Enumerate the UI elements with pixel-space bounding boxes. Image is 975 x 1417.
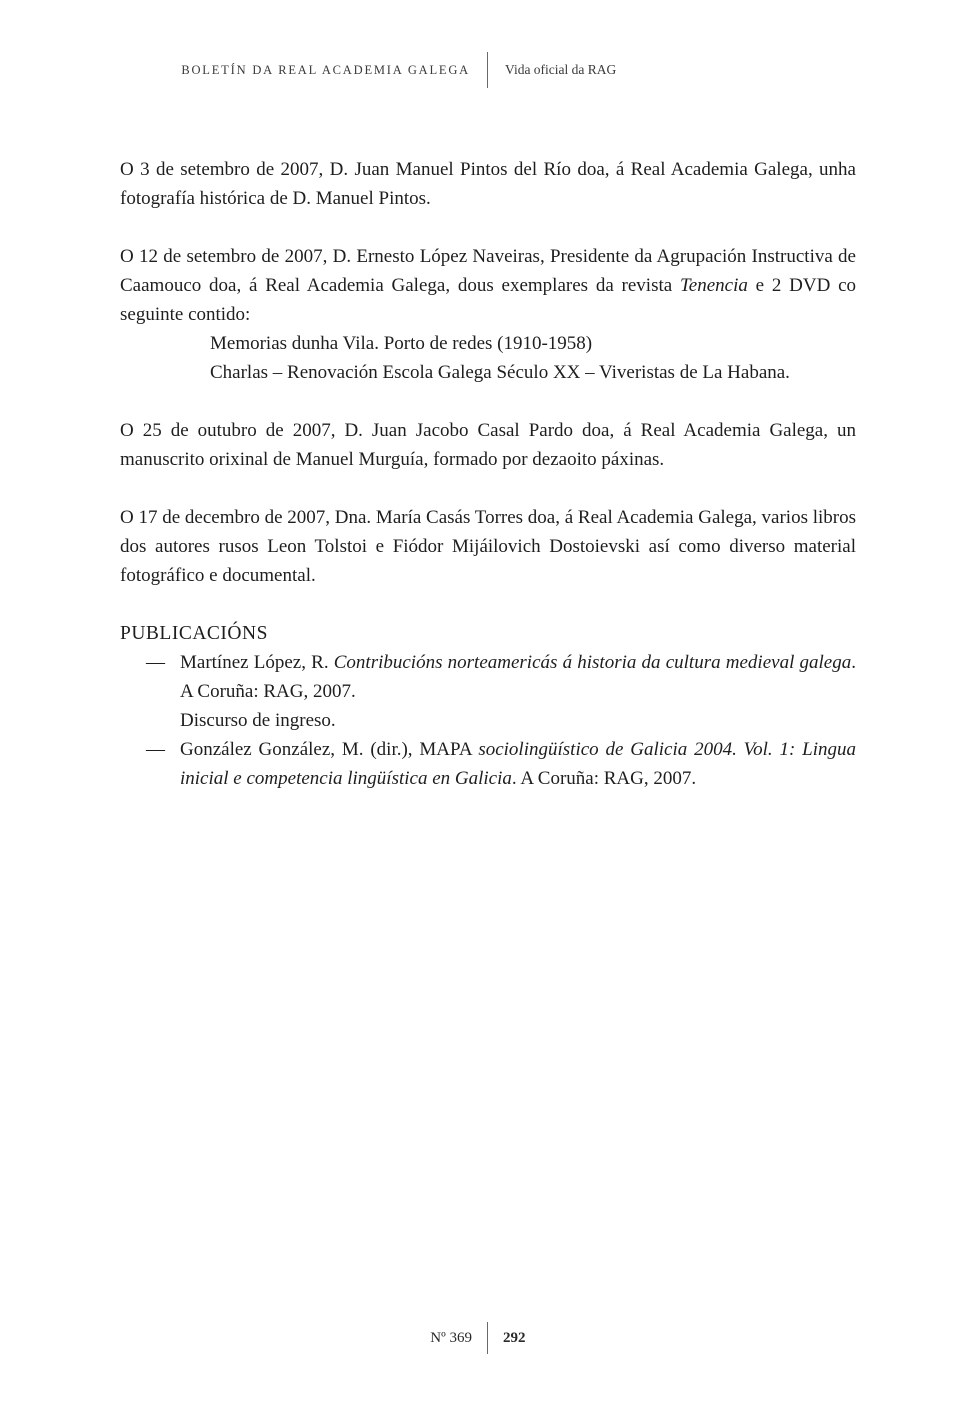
paragraph-donation-2 (120, 242, 856, 329)
paragraph-donation-4: O 17 de decembro de 2007, Dna. María Casás Torres doa, á Real Academia Galega, varios libros dos autores rusos Leon Tolstoi e Fiódor Mijáilovich Dostoievski así como diverso material fotográfico e documental. (120, 507, 856, 586)
publication-1-note: Discurso de ingreso. (180, 710, 336, 731)
publication-1-imprint: . A Coruña: RAG, 2007. (180, 652, 856, 702)
publication-1-title: Contribucións norteamericás á historia da cultura medieval galega (333, 652, 852, 673)
publications-list (120, 648, 856, 793)
page-footer (0, 1322, 975, 1354)
page-number: 292 (503, 1329, 526, 1346)
paragraph-donation-1: O 3 de setembro de 2007, D. Juan Manuel Pintos del Río doa, á Real Academia Galega, unha fotografía histórica de D. Manuel Pintos. (120, 159, 856, 209)
dvd-content-line-1: Memorias dunha Vila. Porto de redes (1910-1958) (210, 333, 593, 354)
publication-2-imprint: . A Coruña: RAG, 2007. (511, 768, 697, 789)
paragraph-donation-3: O 25 de outubro de 2007, D. Juan Jacobo Casal Pardo doa, á Real Academia Galega, un manuscrito orixinal de Manuel Murguía, formado por dezaoito páxinas. (120, 420, 856, 470)
publication-item-1 (146, 648, 856, 735)
em-dash: — (146, 652, 165, 673)
paragraph-2-text-start: O 12 de setembro de 2007, D. Ernesto López Naveiras, Presidente da Agrupación Instructiva de Caamouco doa, á Real Academia Galega, dous exemplares da revista (120, 246, 856, 296)
paragraph-2-journal-name: Tenencia (679, 275, 748, 296)
paragraph-2-text-end: e 2 DVD co seguinte contido: (120, 275, 856, 325)
issue-number: Nº 369 (430, 1329, 472, 1346)
publication-2-title: sociolingüístico de Galicia 2004. Vol. 1: Lingua inicial e competencia lingüística en Galicia (180, 739, 856, 789)
page-header (0, 52, 975, 88)
dvd-contents-list (210, 329, 856, 387)
journal-title: BOLETÍN DA REAL ACADEMIA GALEGA (181, 62, 470, 77)
publication-1-author: Martínez López, R. (180, 652, 334, 673)
dvd-content-line-2: Charlas – Renovación Escola Galega Século XX – Viveristas de La Habana. (210, 362, 790, 383)
section-title: Vida oficial da RAG (505, 62, 617, 77)
page-body (120, 155, 856, 793)
em-dash: — (146, 739, 165, 760)
publication-item-2 (146, 735, 856, 793)
publications-heading: PUBLICACIÓNS (120, 623, 268, 644)
publication-2-author: González González, M. (dir.), MAPA (180, 739, 479, 760)
